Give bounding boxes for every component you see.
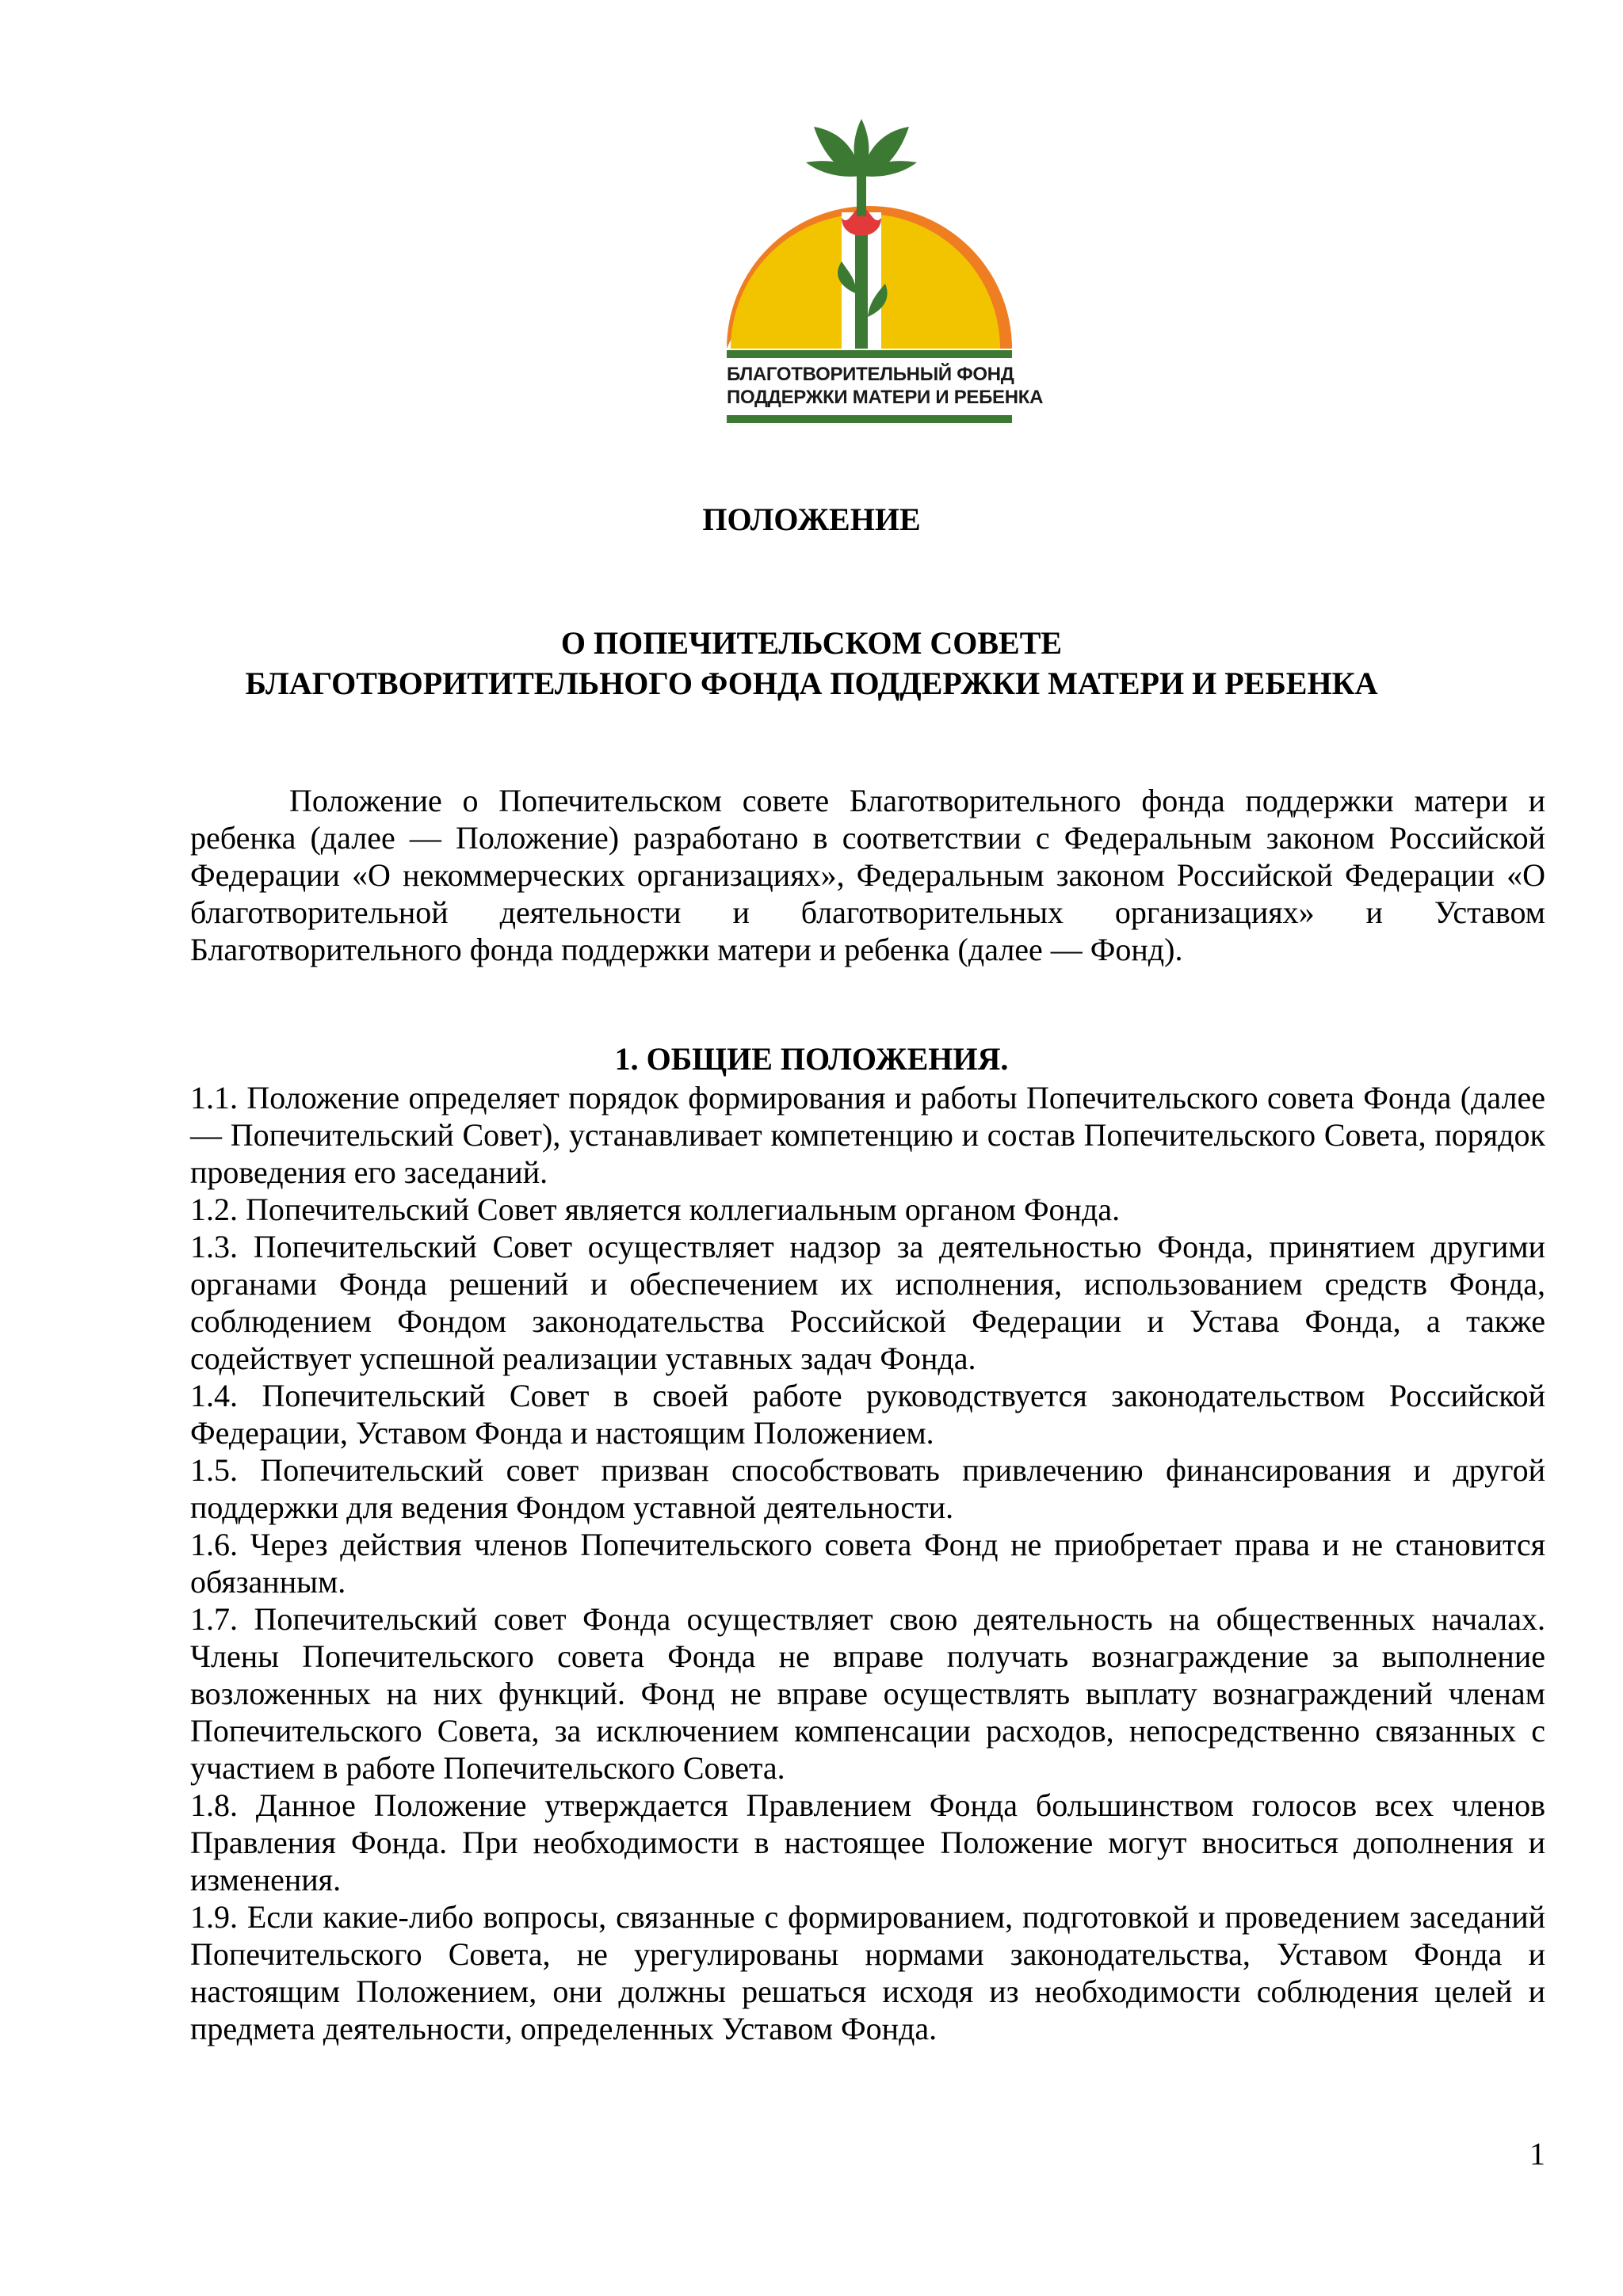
logo-text-line2: ПОДДЕРЖКИ МАТЕРИ И РЕБЕНКА bbox=[727, 387, 1044, 408]
section-1-clauses bbox=[190, 1079, 1545, 2047]
clause-1-3: 1.3. Попечительский Совет осуществляет надзор за деятельностью Фонда, принятием другими органами Фонда решений и обеспечением их исполнения, использованием средств Фонда, соблюдением Фондом законодательства Российской Федерации и Устава Фонда, а также содействует успешной реализации уставных задач Фонда. bbox=[190, 1229, 1545, 1376]
foundation-logo bbox=[723, 119, 1044, 424]
logo-bottom-bar bbox=[727, 415, 1012, 423]
clause-1-5: 1.5. Попечительский совет призван способствовать привлечению финансирования и другой поддержки для ведения Фондом уставной деятельности. bbox=[190, 1452, 1545, 1525]
intro-paragraph: Положение о Попечительском совете Благотворительного фонда поддержки матери и ребенка (далее — Положение) разработано в соответствии с Федеральным законом Российской Федерации «О некоммерческих организациях», Федеральным законом Российской Федерации «О благотворительной деятельности и благотворительных организациях» и Уставом Благотворительного фонда поддержки матери и ребенка (далее — Фонд). bbox=[190, 783, 1545, 967]
clause-1-8: 1.8. Данное Положение утверждается Правлением Фонда большинством голосов всех членов Правления Фонда. При необходимости в настоящее Положение могут вноситься дополнения и изменения. bbox=[190, 1787, 1545, 1897]
page-number: 1 bbox=[1529, 2136, 1545, 2172]
clause-1-9: 1.9. Если какие-либо вопросы, связанные с формированием, подготовкой и проведением заседаний Попечительского Совета, не урегулированы нормами законодательства, Уставом Фонда и настоящим Положением, они должны решаться исходя из необходимости соблюдения целей и предмета деятельности, определенных Уставом Фонда. bbox=[190, 1899, 1545, 2046]
document-title: ПОЛОЖЕНИЕ bbox=[702, 502, 921, 537]
document-subtitle-line2: БЛАГОТВОРИТИТЕЛЬНОГО ФОНДА ПОДДЕРЖКИ МАТЕРИ И РЕБЕНКА bbox=[245, 666, 1378, 701]
logo-top-bar bbox=[727, 350, 1012, 358]
clause-1-7: 1.7. Попечительский совет Фонда осуществляет свою деятельность на общественных началах. Члены Попечительского совета Фонда не вправе получать вознаграждение за выполнение возложенных на них функций. Фонд не вправе осуществлять выплату вознаграждений членам Попечительского Совета, за исключением компенсации расходов, непосредственно связанных с участием в работе Попечительского Совета. bbox=[190, 1601, 1545, 1786]
clause-1-1: 1.1. Положение определяет порядок формирования и работы Попечительского совета Фонда (далее — Попечительский Совет), устанавливает компетенцию и состав Попечительского Совета, порядок проведения его заседаний. bbox=[190, 1080, 1545, 1190]
document-subtitle-line1: О ПОПЕЧИТЕЛЬСКОМ СОВЕТЕ bbox=[560, 625, 1063, 661]
logo-text-line1: БЛАГОТВОРИТЕЛЬНЫЙ ФОНД bbox=[727, 364, 1014, 385]
clause-1-4: 1.4. Попечительский Совет в своей работе руководствуется законодательством Российской Федерации, Уставом Фонда и настоящим Положением. bbox=[190, 1378, 1545, 1451]
clause-1-2: 1.2. Попечительский Совет является коллегиальным органом Фонда. bbox=[190, 1192, 1121, 1227]
sun-flower-emblem-icon bbox=[723, 119, 1016, 357]
logo-wordmark bbox=[727, 363, 1044, 409]
intro-section bbox=[190, 782, 1545, 968]
clause-1-6: 1.6. Через действия членов Попечительского совета Фонд не приобретает права и не становится обязанным. bbox=[190, 1527, 1545, 1600]
section-1-title: 1. ОБЩИЕ ПОЛОЖЕНИЯ. bbox=[614, 1041, 1009, 1077]
